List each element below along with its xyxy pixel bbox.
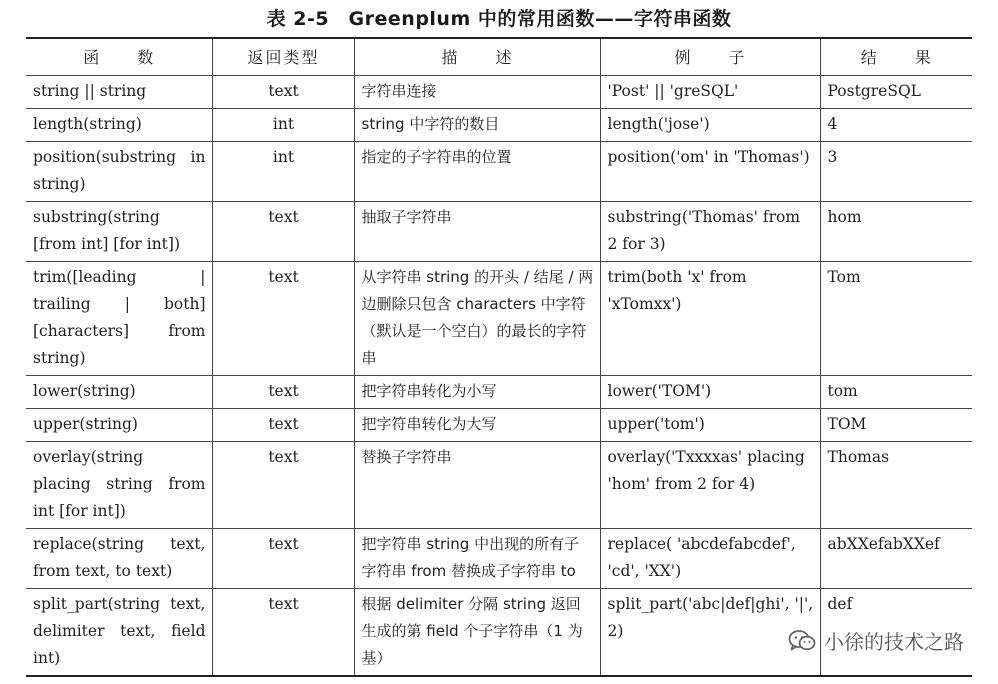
result-cell: hom (820, 202, 972, 262)
wechat-icon (788, 629, 816, 653)
description-cell: 指定的子字符串的位置 (354, 142, 600, 202)
example-cell: upper('tom') (600, 409, 820, 442)
function-cell: position(substring in string) (26, 142, 212, 202)
example-cell: trim(both 'x' from 'xTomxx') (600, 262, 820, 376)
description-cell: string 中字符的数目 (354, 109, 600, 142)
example-cell: split_part('abc|def|ghi', '|', 2) (600, 589, 820, 677)
table-row (26, 262, 972, 376)
table-row (26, 142, 972, 202)
table-row (26, 529, 972, 589)
description-cell: 抽取子字符串 (354, 202, 600, 262)
return-type-cell: int (212, 142, 354, 202)
description-cell: 替换子字符串 (354, 442, 600, 529)
function-cell: split_part(string text, delimiter text, field int) (26, 589, 212, 677)
column-header-description: 描 述 (354, 38, 600, 76)
result-cell: Tom (820, 262, 972, 376)
example-cell: length('jose') (600, 109, 820, 142)
column-header-result: 结 果 (820, 38, 972, 76)
function-cell: upper(string) (26, 409, 212, 442)
return-type-cell: text (212, 376, 354, 409)
return-type-cell: text (212, 262, 354, 376)
table-header-row (26, 38, 972, 76)
function-cell: lower(string) (26, 376, 212, 409)
result-cell: TOM (820, 409, 972, 442)
return-type-cell: text (212, 529, 354, 589)
return-type-cell: text (212, 442, 354, 529)
example-cell: position('om' in 'Thomas') (600, 142, 820, 202)
description-cell: 从字符串 string 的开头 / 结尾 / 两边删除只包含 characters 中字符（默认是一个空白）的最长的字符串 (354, 262, 600, 376)
description-cell: 根据 delimiter 分隔 string 返回生成的第 field 个子字符串（1 为基） (354, 589, 600, 677)
description-cell: 把字符串转化为大写 (354, 409, 600, 442)
result-cell: tom (820, 376, 972, 409)
column-header-function: 函 数 (26, 38, 212, 76)
table-caption: 表 2-5 Greenplum 中的常用函数——字符串函数 (266, 8, 732, 30)
table-row (26, 202, 972, 262)
column-header-example: 例 子 (600, 38, 820, 76)
watermark (788, 626, 964, 655)
table-row (26, 409, 972, 442)
result-cell: abXXefabXXef (820, 529, 972, 589)
result-cell: 4 (820, 109, 972, 142)
table-row (26, 109, 972, 142)
function-cell: replace(string text, from text, to text) (26, 529, 212, 589)
description-cell: 把字符串 string 中出现的所有子字符串 from 替换成子字符串 to (354, 529, 600, 589)
result-cell: 3 (820, 142, 972, 202)
string-functions-table (26, 37, 972, 677)
return-type-cell: text (212, 409, 354, 442)
function-cell: overlay(string placing string from int [for int]) (26, 442, 212, 529)
column-header-return-type: 返回类型 (212, 38, 354, 76)
table-row (26, 76, 972, 109)
result-cell: def (820, 589, 972, 677)
function-cell: string || string (26, 76, 212, 109)
example-cell: lower('TOM') (600, 376, 820, 409)
example-cell: 'Post' || 'greSQL' (600, 76, 820, 109)
watermark-text: 小徐的技术之路 (824, 630, 964, 654)
return-type-cell: text (212, 589, 354, 677)
table-row (26, 442, 972, 529)
table-row (26, 376, 972, 409)
result-cell: PostgreSQL (820, 76, 972, 109)
description-cell: 字符串连接 (354, 76, 600, 109)
example-cell: replace( 'abcdefabcdef', 'cd', 'XX') (600, 529, 820, 589)
return-type-cell: text (212, 76, 354, 109)
description-cell: 把字符串转化为小写 (354, 376, 600, 409)
example-cell: overlay('Txxxxas' placing 'hom' from 2 for 4) (600, 442, 820, 529)
example-cell: substring('Thomas' from 2 for 3) (600, 202, 820, 262)
return-type-cell: text (212, 202, 354, 262)
function-cell: length(string) (26, 109, 212, 142)
return-type-cell: int (212, 109, 354, 142)
function-cell: trim([leading | trailing | both] [characters] from string) (26, 262, 212, 376)
result-cell: Thomas (820, 442, 972, 529)
function-cell: substring(string [from int] [for int]) (26, 202, 212, 262)
